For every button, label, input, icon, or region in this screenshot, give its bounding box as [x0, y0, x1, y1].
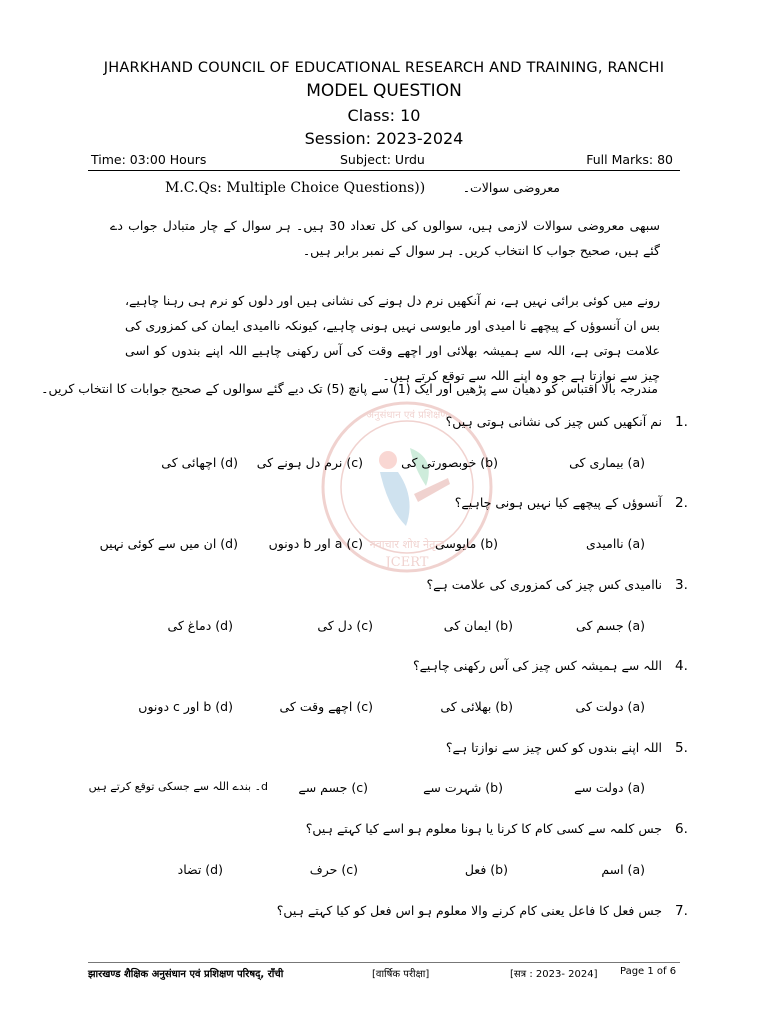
q5-option-a[interactable]: (a) دولت سے [574, 780, 645, 795]
watermark-top-text: अनुसंधान एवं प्रशिक्षण [366, 410, 448, 421]
passage-instruction: مندرجہ بالا اقتباس کو دھیان سے پڑھیں اور ایک (1) سے پانچ (5) تک دیے گئے سوالوں کے صحیح جوابات کا انتخاب کریں۔ [41, 381, 658, 396]
watermark-bottom-text: नवाचार शोध नेतृत्व [369, 538, 445, 551]
q1-option-c[interactable]: (c) نرم دل ہونے کی [256, 455, 363, 470]
paper-title: MODEL QUESTION [306, 81, 462, 101]
question-3-text: ناامیدی کس چیز کی کمزوری کی علامت ہے؟ [426, 577, 662, 592]
question-5-number: 5. [675, 740, 688, 756]
class-line: Class: 10 [347, 106, 421, 125]
marks-info: Full Marks: 80 [586, 152, 673, 167]
question-1-number: 1. [675, 414, 688, 430]
q6-option-c[interactable]: (c) حرف [309, 862, 358, 877]
question-7-number: 7. [675, 903, 688, 919]
session-line: Session: 2023-2024 [304, 129, 464, 148]
subject-info: Subject: Urdu [340, 152, 425, 167]
question-2-text: آنسوؤں کے پیچھے کیا نہیں ہونی چاہیے؟ [454, 495, 662, 510]
q3-option-d[interactable]: (d) دماغ کی [167, 618, 233, 633]
footer-exam: [वार्षिक परीक्षा] [372, 969, 430, 980]
question-6-text: جس کلمہ سے کسی کام کا کرنا یا ہونا معلوم ہو اسے کیا کہتے ہیں؟ [305, 821, 662, 836]
question-5-text: اللہ اپنے بندوں کو کس چیز سے نوازتا ہے؟ [445, 740, 662, 755]
q6-option-b[interactable]: (b) فعل [464, 862, 508, 877]
footer-org: झारखण्ड शैक्षिक अनुसंधान एवं प्रशिक्षण परिषद्, राँची [88, 969, 284, 980]
mcq-title: M.C.Qs: Multiple Choice Questions)) [165, 180, 426, 196]
q2-option-c[interactable]: (c) a اور b دونوں [268, 536, 363, 551]
q4-option-b[interactable]: (b) بھلائی کی [440, 699, 513, 714]
footer-session: [सत्र : 2023- 2024] [510, 969, 598, 980]
watermark-brand: JCERT [385, 555, 429, 570]
q4-option-c[interactable]: (c) اچھے وقت کی [279, 699, 373, 714]
header-divider [88, 170, 680, 171]
q2-option-b[interactable]: (b) مایوسی [434, 536, 498, 551]
page-number: Page 1 of 6 [620, 966, 677, 977]
council-name: JHARKHAND COUNCIL OF EDUCATIONAL RESEARCH AND TRAINING, RANCHI [103, 60, 665, 76]
q1-option-b[interactable]: (b) خوبصورتی کی [401, 455, 498, 470]
q4-option-a[interactable]: (a) دولت کی [575, 699, 645, 714]
q3-option-c[interactable]: (c) دل کی [317, 618, 373, 633]
q1-option-a[interactable]: (a) بیماری کی [569, 455, 645, 470]
footer-divider [88, 962, 680, 963]
time-info: Time: 03:00 Hours [91, 152, 207, 167]
question-4-text: اللہ سے ہمیشہ کس چیز کی آس رکھنی چاہیے؟ [412, 658, 662, 673]
q2-option-a[interactable]: (a) ناامیدی [586, 536, 645, 551]
question-3-number: 3. [675, 577, 688, 593]
question-6-number: 6. [675, 821, 688, 837]
question-7-text: جس فعل کا فاعل یعنی کام کرنے والا معلوم ہو اس فعل کو کیا کہتے ہیں؟ [276, 903, 662, 918]
question-2-number: 2. [675, 495, 688, 511]
q5-option-d[interactable]: d۔ بندے اللہ سے جسکی توقع کرتے ہیں [88, 780, 268, 793]
q2-option-d[interactable]: (d) ان میں سے کوئی نہیں [99, 536, 238, 551]
q5-option-c[interactable]: (c) جسم سے [298, 780, 368, 795]
q4-option-d[interactable]: (d) b اور c دونوں [138, 699, 233, 714]
q6-option-a[interactable]: (a) اسم [601, 862, 645, 877]
instructions: سبھی معروضی سوالات لازمی ہیں، سوالوں کی کل تعداد 30 ہیں۔ ہر سوال کے چار متبادل جواب دے گئے ہیں، صحیح جواب کا انتخاب کریں۔ ہر سوال کے نمبر برابر ہیں۔ [110, 218, 660, 258]
q3-option-b[interactable]: (b) ایمان کی [443, 618, 513, 633]
passage-text: رونے میں کوئی برائی نہیں ہے، نم آنکھیں نرم دل ہونے کی نشانی ہیں اور دلوں کو نرم ہی رہنا چاہیے، بس ان آنسوؤں کے پیچھے نا امیدی اور مایوسی نہیں ہونی چاہیے، کیونکہ ناامیدی ایمان کی کمزوری کی علامت ہوتی ہے، اللہ سے ہمیشہ بھلائی اور اچھے وقت کی آس رکھنی چاہیے اللہ اپنے بندوں کو اسی چیز سے نوازتا ہے جو وہ اپنے اللہ سے توقع کرتے ہیں۔ [125, 293, 660, 383]
question-4-number: 4. [675, 658, 688, 674]
urdu-section-title: معروضی سوالات۔ [462, 180, 560, 195]
q6-option-d[interactable]: (d) تضاد [177, 862, 223, 877]
q3-option-a[interactable]: (a) جسم کی [576, 618, 645, 633]
q1-option-d[interactable]: (d) اچھائی کی [161, 455, 238, 470]
q5-option-b[interactable]: (b) شہرت سے [423, 780, 503, 795]
question-1-text: نم آنکھیں کس چیز کی نشانی ہوتی ہیں؟ [445, 414, 662, 429]
